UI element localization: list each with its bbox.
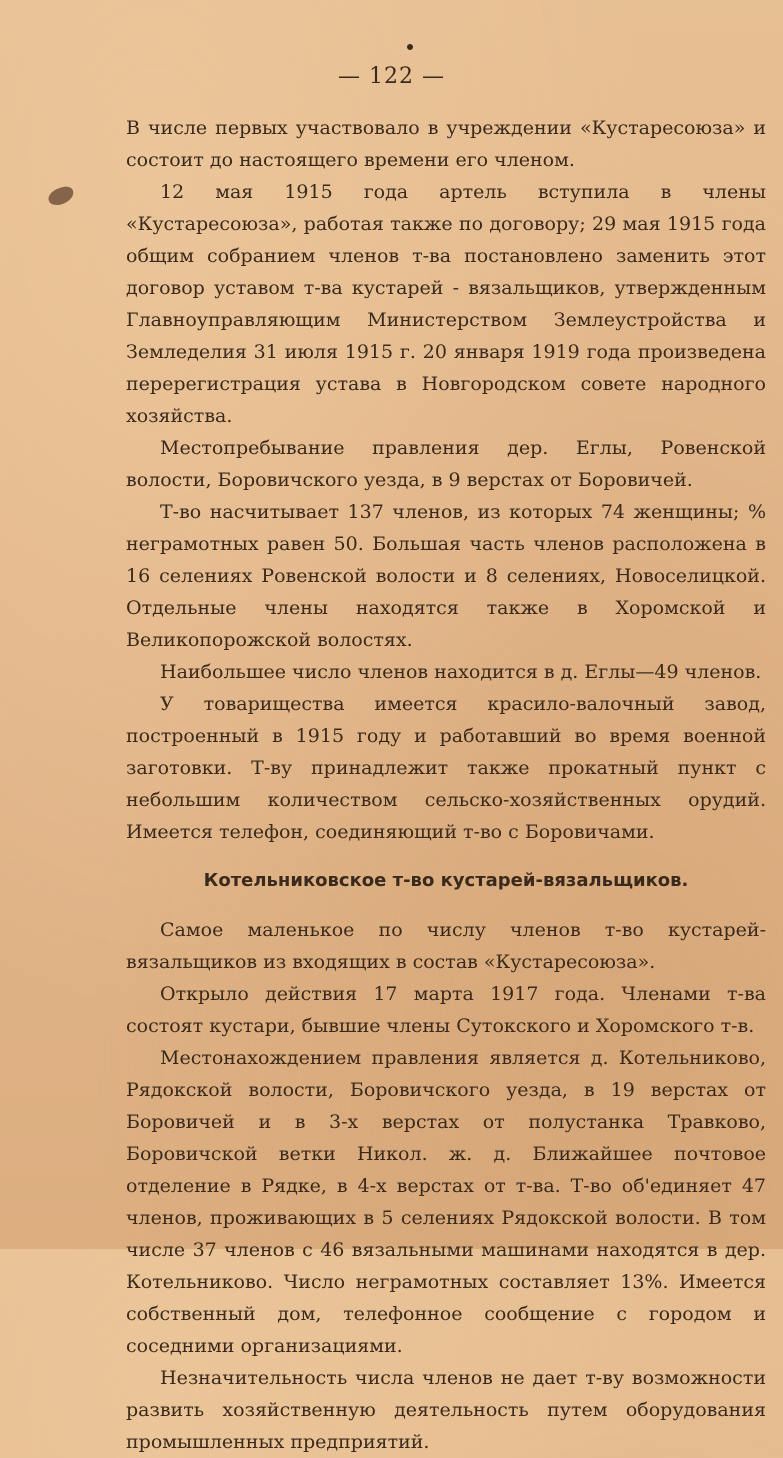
paragraph: Открыло действия 17 марта 1917 года. Членами т-ва состоят кустари, бывшие члены Сутокского и Хоромского т-в. — [126, 983, 766, 1037]
paragraph: Незначительность числа членов не дает т-ву возможности развить хозяйственную деятельность путем оборудования промышленных предприятий. — [126, 1367, 766, 1453]
ink-dot — [407, 44, 413, 50]
paragraph: Самое маленькое по числу членов т-во кустарей-вязальщиков из входящих в состав «Кустаресоюза». — [126, 919, 766, 973]
paragraph: 12 мая 1915 года артель вступила в члены «Кустаресоюза», работая также по договору; 29 мая 1915 года общим собранием членов т-ва постановлено заменить этот договор уставом т-ва кустарей - вязальщиков, утвержденным Главноуправляющим Министерством Землеустройства и Земледелия 31 июля 1915 г. 20 января 1919 года произведена перерегистрация устава в Новгородском совете народного хозяйства. — [126, 181, 766, 427]
paragraph: У товарищества имеется красило-валочный завод, построенный в 1915 году и работавший во время военной заготовки. Т-ву принадлежит также прокатный пункт с небольшим количеством сельско-хозяйственных орудий. Имеется телефон, соединяющий т-во с Боровичами. — [126, 693, 766, 843]
page-number: — 122 — — [338, 64, 445, 89]
paragraph: Т-во насчитывает 137 членов, из которых 74 женщины; % неграмотных равен 50. Большая часть членов расположена в 16 селениях Ровенской волости и 8 селениях, Новоселицкой. Отдельные члены находятся также в Хоромской и Великопорожской волостях. — [126, 501, 766, 651]
paragraph: Местонахождением правления является д. Котельниково, Рядокской волости, Боровичского уезда, в 19 верстах от Боровичей и в 3-х верстах от полустанка Травково, Боровичской ветки Никол. ж. д. Ближайшее почтовое отделение в Рядке, в 4-х верстах от т-ва. Т-во об'единяет 47 членов, проживающих в 5 селениях Рядокской волости. В том числе 37 членов с 46 вязальными машинами находятся в дер. Котельниково. Число неграмотных составляет 13%. Имеется собственный дом, телефонное сообщение с городом и соседними организациями. — [126, 1047, 766, 1357]
section-heading: Котельниковское т-во кустарей-вязальщиков. — [203, 870, 689, 891]
paragraph: Местопребывание правления дер. Еглы, Ровенской волости, Боровичского уезда, в 9 верстах от Боровичей. — [126, 437, 766, 491]
paragraph: Наибольшее число членов находится в д. Еглы—49 членов. — [160, 661, 762, 683]
paragraph: В числе первых участвовало в учреждении «Кустаресоюза» и состоит до настоящего времени его членом. — [126, 117, 766, 171]
page-body — [126, 112, 766, 1458]
ink-smudge — [46, 184, 76, 208]
